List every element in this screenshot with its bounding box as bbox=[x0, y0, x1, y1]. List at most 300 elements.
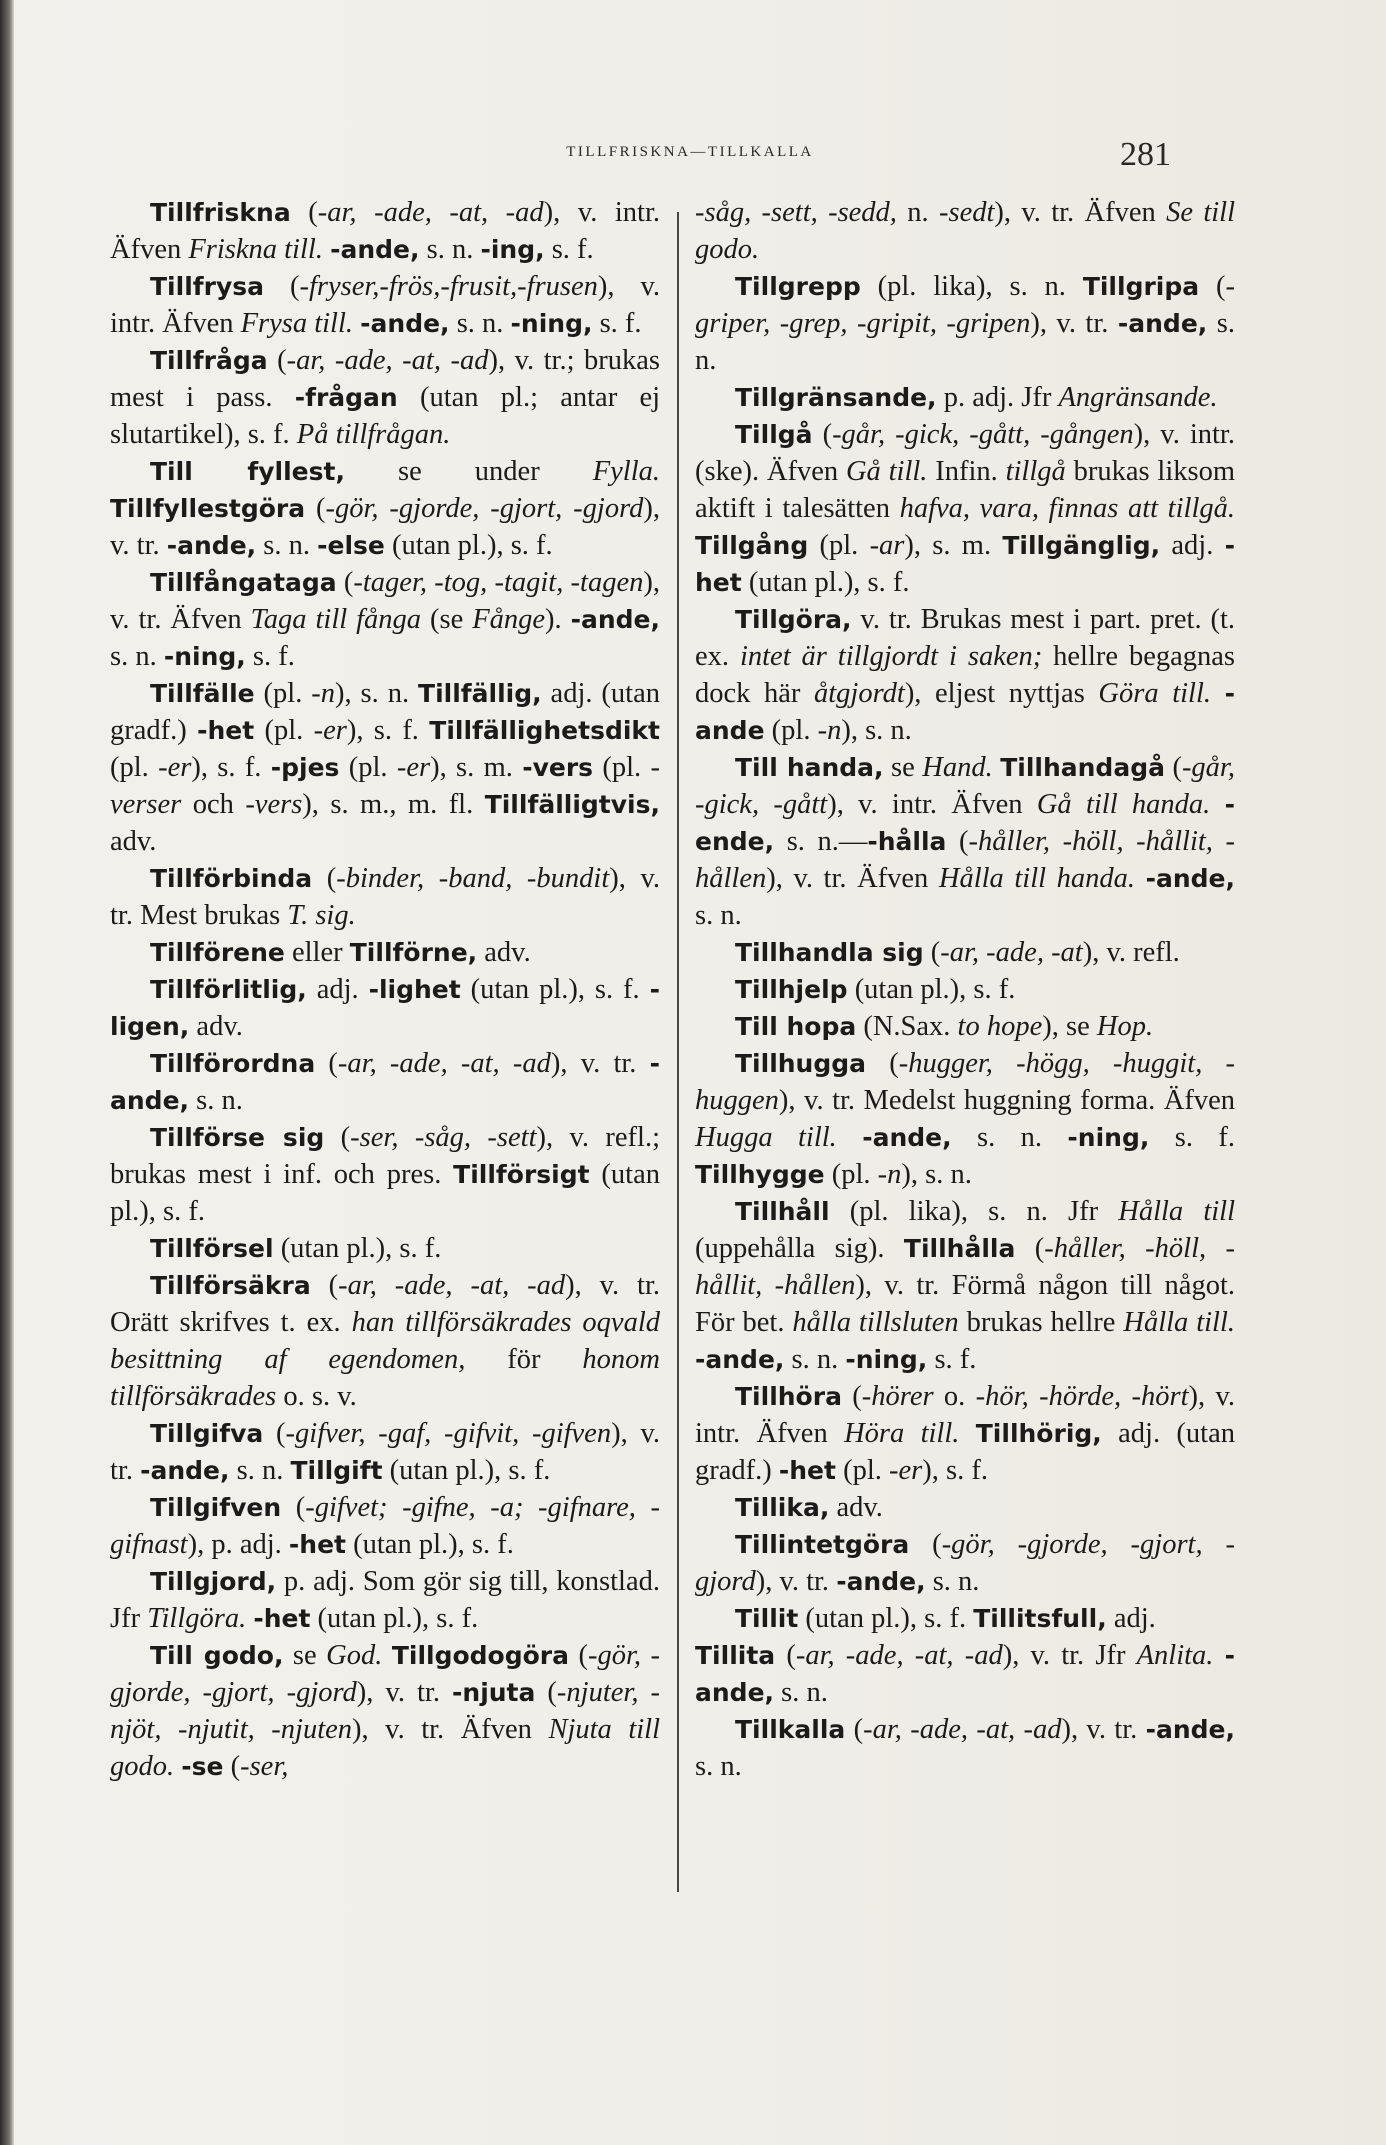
entry-text: adj. (utan gradf.) bbox=[110, 678, 660, 746]
entry-text: s. n. bbox=[695, 308, 1235, 376]
entry-text: se bbox=[283, 1640, 327, 1671]
right-column bbox=[695, 194, 1235, 1785]
entry-text: ), v. tr. Förmå någon till något. För bet. bbox=[695, 1270, 1236, 1338]
italic-text: -gifvet; -gifne, -a; -gifnare, -gifnast bbox=[110, 1492, 660, 1560]
italic-text: -ar, -ade, -at, -ad bbox=[795, 1640, 1003, 1671]
entry-text: ), v. tr. bbox=[356, 1677, 453, 1708]
headword: Tillgjord, bbox=[150, 1567, 277, 1596]
entry-text: brukas hellre bbox=[958, 1307, 1124, 1338]
headword: -ande, bbox=[836, 1567, 926, 1596]
headword: Tillhålla bbox=[903, 1234, 1016, 1263]
dictionary-entry bbox=[695, 1637, 1235, 1711]
entry-text: ), v. intr. Äfven bbox=[110, 271, 660, 339]
headword: Till godo, bbox=[150, 1641, 284, 1670]
entry-text: s. n. bbox=[951, 1122, 1068, 1153]
headword: Tillgå bbox=[735, 420, 813, 449]
dictionary-entry bbox=[110, 1489, 660, 1563]
entry-text: (pl. bbox=[593, 752, 651, 783]
headword: -het bbox=[288, 1530, 347, 1559]
entry-text bbox=[323, 234, 330, 265]
headword: Tillförsigt bbox=[453, 1160, 590, 1189]
entry-text: o. bbox=[933, 1381, 976, 1412]
headword: Tillförsel bbox=[150, 1234, 274, 1263]
italic-text: -ser, bbox=[240, 1751, 289, 1782]
headword: Tillförse sig bbox=[150, 1123, 325, 1152]
headword: Tillfråga bbox=[150, 346, 268, 375]
italic-text: -såg, -sett, -sedd, bbox=[695, 197, 897, 228]
entry-text: (utan pl.), s. f. bbox=[798, 1603, 974, 1634]
entry-text: (uppehålla sig). bbox=[695, 1233, 904, 1264]
dictionary-entry bbox=[110, 342, 660, 453]
dictionary-entry bbox=[695, 749, 1235, 934]
headword: Tillhjelp bbox=[735, 975, 848, 1004]
headword: Tillhugga bbox=[735, 1049, 867, 1078]
entry-text bbox=[1211, 678, 1225, 709]
headword: -else bbox=[317, 531, 385, 560]
headword: -ande, bbox=[570, 605, 660, 634]
entry-text: adv. bbox=[829, 1492, 883, 1523]
dictionary-entry bbox=[695, 1378, 1235, 1489]
headword: -ligen, bbox=[110, 975, 660, 1041]
entry-text: ( bbox=[267, 345, 287, 376]
entry-text: (N.Sax. bbox=[856, 1011, 958, 1042]
entry-text: för bbox=[465, 1344, 583, 1375]
dictionary-entry bbox=[110, 1563, 660, 1637]
entry-text: s. n. bbox=[774, 1677, 828, 1708]
headword: -ande, bbox=[110, 1049, 660, 1115]
italic-text: Hålla till bbox=[1118, 1196, 1235, 1227]
dictionary-entry bbox=[695, 971, 1235, 1008]
italic-text: tillgå bbox=[1005, 456, 1066, 487]
italic-text: T. sig. bbox=[287, 900, 356, 931]
headword: Tillgrepp bbox=[735, 272, 861, 301]
headword: -ning, bbox=[510, 309, 593, 338]
entry-text: ( bbox=[909, 1529, 942, 1560]
dictionary-entry bbox=[110, 1045, 660, 1119]
entry-text: (pl. lika), s. n. bbox=[860, 271, 1083, 302]
entry-text: ), v. tr. Mest brukas bbox=[110, 863, 660, 931]
entry-text: s. n. bbox=[449, 308, 511, 339]
entry-text: n. bbox=[896, 197, 939, 228]
entry-text: v. tr. Brukas mest i part. pret. (t. ex. bbox=[695, 604, 1235, 672]
italic-text: -er bbox=[313, 715, 347, 746]
italic-text: -griper, -grep, -gripit, -gripen bbox=[695, 271, 1235, 339]
headword: -het bbox=[778, 1456, 836, 1485]
dictionary-entry bbox=[110, 1119, 660, 1230]
italic-text: -ar, -ade, -at, -ad bbox=[338, 1270, 566, 1301]
headword: -ning, bbox=[1067, 1123, 1150, 1152]
dictionary-entry bbox=[695, 1526, 1235, 1600]
entry-text: ( bbox=[1164, 752, 1182, 783]
entry-text: (pl. bbox=[835, 1455, 890, 1486]
headword: Till hopa bbox=[735, 1012, 857, 1041]
dictionary-entry bbox=[110, 675, 660, 860]
entry-text: (pl. bbox=[110, 752, 159, 783]
entry-text: s. n. bbox=[229, 1455, 291, 1486]
entry-text: ( bbox=[315, 1048, 338, 1079]
italic-text: hafva, vara, finnas att tillgå. bbox=[899, 493, 1235, 524]
italic-text: -n bbox=[877, 1159, 902, 1190]
italic-text: -går, -gick, -gått, -gången bbox=[832, 419, 1134, 450]
entry-text: adj. bbox=[1106, 1603, 1156, 1634]
entry-text: ( bbox=[312, 863, 337, 894]
italic-text: På tillfrågan. bbox=[296, 419, 451, 450]
italic-text: Tillgöra. bbox=[147, 1603, 247, 1634]
entry-text: ( bbox=[223, 1751, 241, 1782]
italic-text: -gör, -gjorde, -gjort, -gjord bbox=[110, 1640, 660, 1708]
entry-text bbox=[1213, 1640, 1224, 1671]
dictionary-entry bbox=[110, 194, 660, 268]
dictionary-entry bbox=[110, 564, 660, 675]
entry-text bbox=[959, 1418, 975, 1449]
headword: Tillita bbox=[695, 1641, 776, 1670]
headword: Tillhygge bbox=[695, 1160, 825, 1189]
entry-text: ( bbox=[845, 1714, 864, 1745]
entry-text: ( bbox=[1015, 1233, 1045, 1264]
italic-text: -ar, -ade, -at, -ad bbox=[317, 197, 544, 228]
entry-text: ), s. m., m. fl. bbox=[302, 789, 485, 820]
entry-text: ), v. refl. bbox=[1082, 937, 1180, 968]
entry-text: s. n. bbox=[695, 900, 742, 931]
italic-text: Friskna till. bbox=[188, 234, 323, 265]
dictionary-entry bbox=[695, 1045, 1235, 1193]
dictionary-entry bbox=[695, 194, 1235, 268]
italic-text: -gifver, -gaf, -gifvit, -gifven bbox=[285, 1418, 612, 1449]
italic-text: -går, -gick, -gått bbox=[695, 752, 1235, 820]
headword: Tillgång bbox=[695, 531, 809, 560]
entry-text: ( bbox=[324, 1122, 351, 1153]
headword: Tillförlitlig, bbox=[150, 975, 307, 1004]
dictionary-entry bbox=[110, 1637, 660, 1785]
entry-text: ), v. intr. (ske). Äfven bbox=[695, 419, 1235, 487]
entry-text: ), eljest nyttjas bbox=[904, 678, 1099, 709]
italic-text: -fryser,-frös,-frusit,-frusen bbox=[299, 271, 598, 302]
entry-text: ( bbox=[310, 1270, 339, 1301]
entry-text: s. n. bbox=[925, 1566, 980, 1597]
entry-text: ), s. f. bbox=[191, 752, 271, 783]
headword: -ande, bbox=[166, 531, 257, 560]
entry-text: ( bbox=[923, 937, 941, 968]
entry-text: ( bbox=[281, 1492, 306, 1523]
entry-text: ), v. intr. Äfven bbox=[695, 1381, 1236, 1449]
entry-text: ( bbox=[305, 493, 326, 524]
headword: Tillika, bbox=[735, 1493, 830, 1522]
headword: Tillfångataga bbox=[150, 568, 337, 597]
page-number: 281 bbox=[1120, 136, 1171, 173]
entry-text: ( bbox=[569, 1640, 588, 1671]
headword: -ande bbox=[695, 679, 1235, 745]
dictionary-entry bbox=[695, 1711, 1235, 1785]
entry-text: ), v. tr. bbox=[755, 1566, 837, 1597]
headword: Tillhörig, bbox=[975, 1419, 1102, 1448]
entry-text: adj. bbox=[306, 974, 369, 1005]
entry-text: (utan pl.), s. f. bbox=[110, 1159, 660, 1227]
italic-text: -tager, -tog, -tagit, -tagen bbox=[353, 567, 644, 598]
entry-text: ), v. tr. bbox=[1030, 308, 1118, 339]
entry-text: ), v. tr. Äfven bbox=[352, 1714, 549, 1745]
entry-text: ), v. tr. bbox=[110, 493, 660, 561]
headword: -ande, bbox=[360, 309, 450, 338]
headword: Tillgodogöra bbox=[391, 1641, 570, 1670]
dictionary-entry bbox=[110, 1415, 660, 1489]
entry-text: (pl. bbox=[339, 752, 397, 783]
dictionary-entry bbox=[110, 453, 660, 564]
headword: Tillgränsande, bbox=[735, 383, 937, 412]
headword: Till handa, bbox=[735, 753, 884, 782]
headword: Tillintetgöra bbox=[735, 1530, 910, 1559]
entry-text: ), s. n. bbox=[335, 678, 419, 709]
entry-text: (utan pl.), s. f. bbox=[741, 567, 910, 598]
italic-text: -ser, -såg, -sett bbox=[350, 1122, 537, 1153]
dictionary-entry bbox=[110, 268, 660, 342]
entry-text: ( bbox=[775, 1640, 796, 1671]
headword: -ande, bbox=[1145, 864, 1235, 893]
entry-text: (utan pl.), s. f. bbox=[847, 974, 1016, 1005]
italic-text: -gör, -gjorde, -gjort, -gjord bbox=[325, 493, 644, 524]
italic-text: Gå till handa. bbox=[1036, 789, 1211, 820]
entry-text: ), v. intr. Äfven bbox=[827, 789, 1037, 820]
headword: -ing, bbox=[480, 235, 545, 264]
entry-text: adj. (utan gradf.) bbox=[695, 1418, 1235, 1486]
italic-text: Frysa till. bbox=[240, 308, 354, 339]
entry-text: adv. bbox=[110, 826, 157, 857]
italic-text: -er bbox=[396, 752, 431, 783]
headword: -pjes bbox=[270, 753, 340, 782]
headword: -ande, bbox=[695, 1345, 785, 1374]
dictionary-entry bbox=[695, 601, 1235, 749]
entry-text: (pl. bbox=[808, 530, 870, 561]
entry-text: s. n. bbox=[256, 530, 318, 561]
entry-text: ), v. tr.; brukas mest i pass. bbox=[110, 345, 660, 413]
entry-text: ), v. refl.; brukas mest i inf. och pres. bbox=[110, 1122, 660, 1190]
dictionary-entry bbox=[695, 934, 1235, 971]
entry-text: ), se bbox=[1042, 1011, 1097, 1042]
headword: Tillit bbox=[735, 1604, 799, 1633]
entry-text: p. adj. Som gör sig till, konstlad. Jfr bbox=[110, 1566, 660, 1634]
headword: Tillförordna bbox=[150, 1049, 316, 1078]
headword: Tillgifva bbox=[150, 1419, 264, 1448]
dictionary-entry bbox=[110, 934, 660, 971]
entry-text: ). bbox=[545, 604, 571, 635]
headword: -lighet bbox=[368, 975, 461, 1004]
entry-text: hellre begagnas dock här bbox=[695, 641, 1235, 709]
italic-text: honom tillförsäkrades bbox=[110, 1344, 660, 1412]
headword: -se bbox=[181, 1752, 224, 1781]
entry-text: adv. bbox=[189, 1011, 243, 1042]
italic-text: Hålla till. bbox=[1123, 1307, 1236, 1338]
headword: Tillgöra, bbox=[735, 605, 852, 634]
italic-text: -n bbox=[817, 715, 842, 746]
italic-text: Göra till. bbox=[1098, 678, 1211, 709]
headword: Tillfälle bbox=[150, 679, 255, 708]
italic-text: -gör, -gjorde, -gjort, -gjord bbox=[695, 1529, 1235, 1597]
entry-text: s. n.— bbox=[774, 826, 868, 857]
headword: -het bbox=[253, 1604, 311, 1633]
headword: -frågan bbox=[294, 383, 398, 412]
headword: Tillförbinda bbox=[150, 864, 313, 893]
entry-text: s. n. bbox=[784, 1344, 846, 1375]
headword: Tillfriskna bbox=[150, 198, 291, 227]
entry-text bbox=[837, 1122, 862, 1153]
entry-text: o. s. v. bbox=[276, 1381, 357, 1412]
entry-text bbox=[1135, 863, 1146, 894]
entry-text: (pl. bbox=[254, 715, 314, 746]
dictionary-entry bbox=[110, 860, 660, 934]
entry-text: ), v. intr. Äfven bbox=[110, 197, 660, 265]
entry-text: och bbox=[181, 789, 246, 820]
entry-text: ( bbox=[336, 567, 354, 598]
italic-text: -njuter, -njöt, -njutit, -njuten bbox=[110, 1677, 660, 1745]
column-divider bbox=[677, 212, 679, 1892]
headword: -ning, bbox=[163, 642, 246, 671]
entry-text: ), s. m. bbox=[904, 530, 1003, 561]
entry-text: ), v. tr. Medelst huggning forma. Äfven bbox=[778, 1085, 1235, 1116]
entry-text: ), s. f. bbox=[922, 1455, 988, 1486]
entry-text: p. adj. Jfr bbox=[936, 382, 1059, 413]
entry-text bbox=[1210, 789, 1224, 820]
italic-text: -ar, -ade, -at, -ad bbox=[286, 345, 489, 376]
italic-text: Hop. bbox=[1096, 1011, 1154, 1042]
entry-text: ( bbox=[1199, 271, 1226, 302]
italic-text: hålla tillsluten bbox=[792, 1307, 959, 1338]
dictionary-entry bbox=[695, 1600, 1235, 1637]
headword: -njuta bbox=[452, 1678, 536, 1707]
dictionary-entry bbox=[110, 971, 660, 1045]
italic-text: Se till godo. bbox=[695, 197, 1236, 265]
entry-text: (pl. bbox=[764, 715, 818, 746]
entry-text: s. n. bbox=[189, 1085, 243, 1116]
headword: -het bbox=[197, 716, 255, 745]
italic-text: -håller, -höll, -hållit, -hållen bbox=[695, 1233, 1235, 1301]
entry-text: eller bbox=[284, 937, 350, 968]
italic-text: -hugger, -högg, -huggit, -huggen bbox=[695, 1048, 1235, 1116]
dictionary-entry bbox=[695, 379, 1235, 416]
dictionary-entry bbox=[110, 1267, 660, 1415]
entry-text: (se bbox=[421, 604, 473, 635]
entry-text: ), s. f. bbox=[346, 715, 430, 746]
italic-text: -ar bbox=[869, 530, 905, 561]
headword: Tillkalla bbox=[735, 1715, 846, 1744]
italic-text: -ar, -ade, -at bbox=[940, 937, 1083, 968]
entry-text: s. f. bbox=[245, 641, 295, 672]
entry-text: (utan pl.), s. f. bbox=[310, 1603, 479, 1634]
headword: -hålla bbox=[867, 827, 947, 856]
italic-text: Fånge bbox=[472, 604, 546, 635]
entry-text: adv. bbox=[477, 937, 531, 968]
headword: Tillhandla sig bbox=[735, 938, 924, 967]
headword: Tillgänglig, bbox=[1002, 531, 1161, 560]
italic-text: -sedt bbox=[939, 197, 995, 228]
entry-text: ), s. m. bbox=[430, 752, 523, 783]
headword: Tillförne, bbox=[349, 938, 478, 967]
italic-text: -håller, -höll, -hållit, -hållen bbox=[695, 826, 1235, 894]
italic-text: åtgjordt bbox=[814, 678, 905, 709]
headword: -het bbox=[695, 531, 1235, 597]
entry-text: brukas liksom aktift i talesätten bbox=[695, 456, 1235, 524]
entry-text: s. f. bbox=[1149, 1122, 1235, 1153]
headword: -ande, bbox=[1117, 309, 1208, 338]
entry-text: (utan pl.), s. f. bbox=[460, 974, 650, 1005]
entry-text: ), p. adj. bbox=[187, 1529, 289, 1560]
dictionary-entry bbox=[695, 268, 1235, 379]
italic-text: -verser bbox=[110, 752, 660, 820]
left-column bbox=[110, 194, 660, 1785]
entry-text: ), v. tr. Äfven bbox=[994, 197, 1167, 228]
entry-text: ( bbox=[841, 1381, 862, 1412]
headword: -ning, bbox=[845, 1345, 928, 1374]
italic-text: Gå till. bbox=[845, 456, 928, 487]
entry-text: ( bbox=[812, 419, 833, 450]
entry-text: se under bbox=[344, 456, 593, 487]
italic-text: -er bbox=[158, 752, 192, 783]
entry-text: ), s. n. bbox=[901, 1159, 972, 1190]
entry-text: ), v. tr. Jfr bbox=[1002, 1640, 1137, 1671]
entry-text: ( bbox=[535, 1677, 557, 1708]
entry-text: s. f. bbox=[544, 234, 594, 265]
headword: Tillhöra bbox=[735, 1382, 842, 1411]
italic-text: -ar, -ade, -at, -ad bbox=[863, 1714, 1062, 1745]
italic-text: -binder, -band, -bundit bbox=[336, 863, 610, 894]
headword: Tillhandagå bbox=[1000, 753, 1165, 782]
italic-text: -n bbox=[311, 678, 336, 709]
headword: Tillgripa bbox=[1082, 272, 1200, 301]
entry-text: ), v. tr. Äfven bbox=[766, 863, 939, 894]
entry-text: ( bbox=[290, 197, 318, 228]
headword: Tillhåll bbox=[735, 1197, 830, 1226]
headword: Tillfyllestgöra bbox=[110, 494, 306, 523]
italic-text: Höra till. bbox=[844, 1418, 960, 1449]
entry-text: ( bbox=[946, 826, 969, 857]
entry-text: ), s. n. bbox=[841, 715, 912, 746]
headword: Tillitsfull, bbox=[973, 1604, 1107, 1633]
entry-text: ( bbox=[264, 271, 300, 302]
italic-text: Hugga till. bbox=[695, 1122, 837, 1153]
headword: -vers bbox=[522, 753, 594, 782]
headword: Till fyllest, bbox=[150, 457, 345, 486]
headword: Tillfällig, bbox=[418, 679, 542, 708]
entry-text: ), v. tr. bbox=[550, 1048, 650, 1079]
dictionary-entry bbox=[695, 1193, 1235, 1378]
running-head: TILLFRISKNA—TILLKALLA bbox=[566, 144, 814, 160]
headword: -ande, bbox=[140, 1456, 230, 1485]
italic-text: Hand. bbox=[922, 752, 993, 783]
headword: -ande, bbox=[1145, 1715, 1235, 1744]
entry-text: adj. bbox=[1160, 530, 1225, 561]
entry-text: (utan pl.), s. f. bbox=[346, 1529, 514, 1560]
dictionary-entry bbox=[695, 416, 1235, 601]
page-edge-shadow bbox=[0, 0, 14, 2145]
italic-text: -ar, -ade, -at, -ad bbox=[337, 1048, 551, 1079]
entry-text: (utan pl.; antar ej slutartikel), s. f. bbox=[110, 382, 661, 450]
headword: Tillgifven bbox=[150, 1493, 282, 1522]
entry-text: ( bbox=[866, 1048, 899, 1079]
entry-text: (utan pl.), s. f. bbox=[384, 530, 553, 561]
entry-text: ), v. tr. Äfven bbox=[110, 567, 660, 635]
entry-text: Infin. bbox=[927, 456, 1006, 487]
entry-text: (utan pl.), s. f. bbox=[273, 1233, 442, 1264]
headword: Tillförene bbox=[150, 938, 285, 967]
entry-text: (pl. lika), s. n. Jfr bbox=[829, 1196, 1119, 1227]
italic-text: God. bbox=[326, 1640, 383, 1671]
italic-text: -hör, -hörde, -hört bbox=[975, 1381, 1189, 1412]
headword: Tillgift bbox=[290, 1456, 383, 1485]
headword: -ande, bbox=[695, 1641, 1235, 1707]
italic-text: intet är tillgjordt i saken; bbox=[739, 641, 1043, 672]
dictionary-entry bbox=[110, 1230, 660, 1267]
entry-text bbox=[382, 1640, 391, 1671]
italic-text: to hope bbox=[957, 1011, 1043, 1042]
dictionary-entry bbox=[695, 1008, 1235, 1045]
